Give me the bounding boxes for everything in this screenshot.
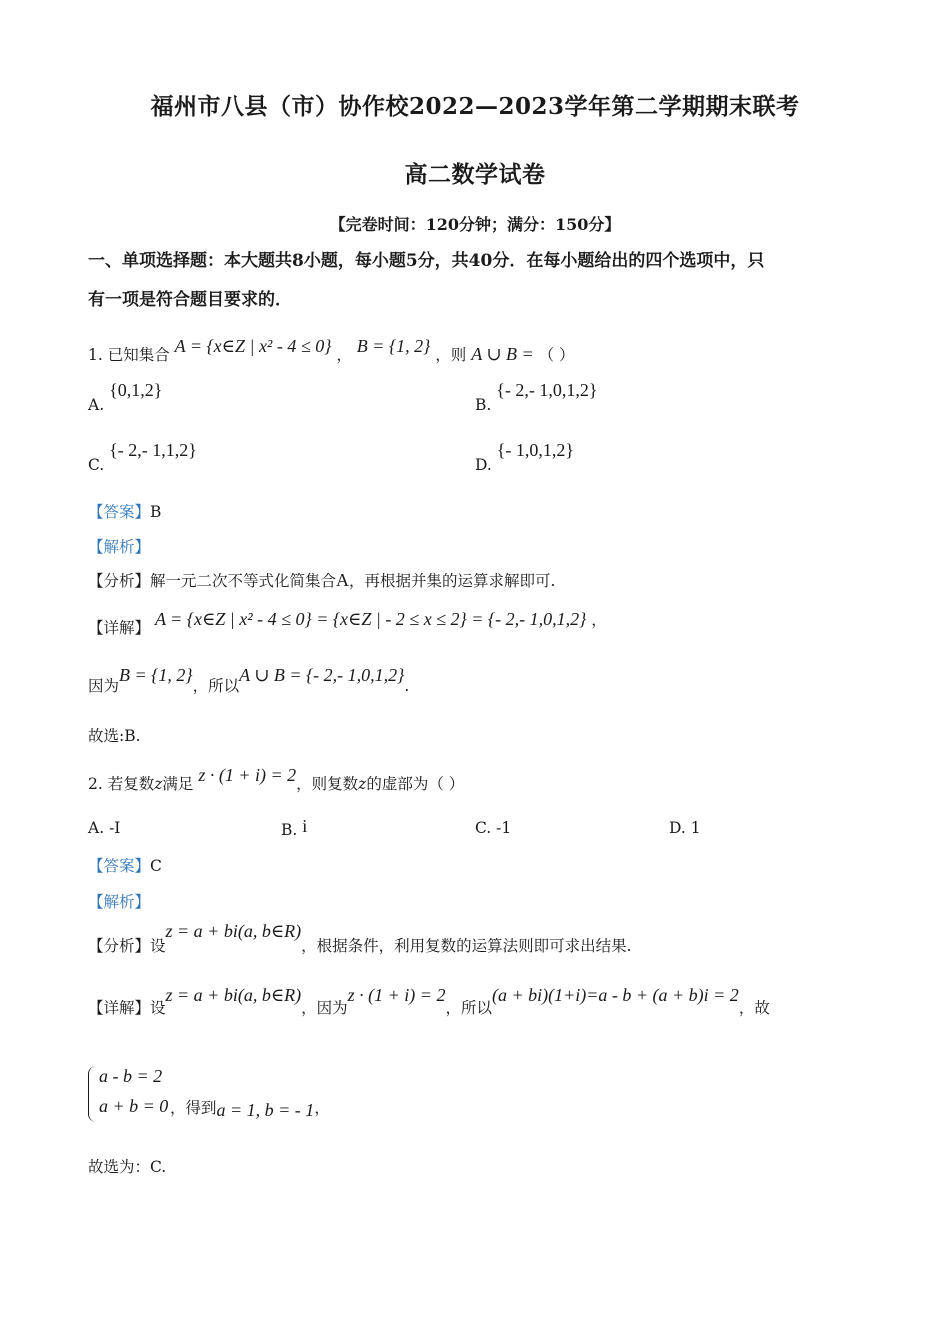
q2-fenxi — [88, 920, 632, 955]
q2-satisfy: 满足 — [162, 775, 194, 793]
detail-so: ，所以 — [445, 999, 492, 1017]
detail-set: 设 — [150, 999, 166, 1017]
detail-tag: 【详解】 — [88, 999, 151, 1017]
answer-value: B — [150, 503, 162, 521]
q1-detail — [88, 608, 607, 637]
q1-option-c — [88, 440, 197, 474]
q1-tail: ，则 — [435, 346, 467, 364]
fenxi-text2: ，再根据并集的运算求解即可. — [349, 572, 556, 590]
fenxi-tag: 【分析】 — [88, 572, 151, 590]
q2-detail — [88, 984, 770, 1017]
exam-title: 福州市八县（市）协作校2022—2023学年第二学期期末联考 — [150, 93, 800, 120]
option-value: 1 — [690, 819, 701, 837]
detail-gu: ，故 — [738, 999, 770, 1017]
detail-math1: z = a + bi(a, b∈R) — [165, 985, 302, 1005]
detail-math: A = {x∈Z | x² - 4 ≤ 0} = {x∈Z | - 2 ≤ x ≤ 2} = {- 2,- 1,0,1,2} — [154, 609, 587, 629]
option-label: C. — [475, 819, 492, 837]
detail-tag: 【详解】 — [88, 619, 151, 637]
answer-value: C — [150, 857, 162, 875]
q2-option-c — [475, 819, 511, 837]
q2-tail2: 的虚部为（ ） — [366, 775, 465, 793]
fenxi-set-a: A — [336, 570, 350, 590]
section-heading-line1: 一、单项选择题：本大题共8小题，每小题5分，共40分．在每小题给出的四个选项中，只 — [88, 251, 765, 271]
q1-sep: ， — [336, 346, 352, 364]
q2-z2: z — [358, 775, 367, 793]
q2-option-d — [669, 819, 701, 837]
option-label: C. — [88, 456, 105, 474]
option-label: A. — [88, 396, 105, 414]
detail-because: ，因为 — [301, 999, 348, 1017]
fenxi-text: ，根据条件，利用复数的运算法则即可求出结果. — [301, 937, 632, 955]
get-text: ，得到 — [170, 1099, 217, 1117]
q1-prefix: 1. 已知集合 — [88, 346, 170, 364]
q2-option-b — [281, 816, 308, 840]
section-heading-line2: 有一项是符合题目要求的． — [88, 290, 292, 310]
answer-tag: 【答案】 — [88, 503, 151, 521]
detail-math2: z · (1 + i) = 2 — [347, 985, 446, 1005]
because-math: B = {1, 2} — [119, 665, 193, 685]
result-end: ， — [314, 1099, 330, 1117]
option-label: B. — [475, 396, 492, 414]
q1-paren: （ ） — [538, 346, 575, 364]
option-label: B. — [281, 821, 298, 839]
answer-tag: 【答案】 — [88, 857, 151, 875]
q2-option-a — [88, 819, 120, 837]
option-value: -I — [109, 819, 121, 837]
exam-info: 【完卷时间：120分钟；满分：150分】 — [329, 215, 621, 234]
so-text: ，所以 — [192, 677, 240, 695]
q2-analysis-tag: 【解析】 — [88, 893, 151, 911]
option-label: D. — [475, 456, 492, 474]
q2-cond: z · (1 + i) = 2 — [198, 765, 297, 785]
q2-tail: ，则复数 — [296, 775, 359, 793]
option-value: {- 1,0,1,2} — [496, 440, 575, 460]
option-value: {0,1,2} — [109, 380, 163, 400]
q1-option-d — [475, 440, 575, 474]
system-brace — [88, 1066, 97, 1122]
detail-math3: (a + bi)(1+i)=a - b + (a + b)i = 2 — [491, 985, 739, 1005]
q1-set-a: A = {x∈Z | x² - 4 ≤ 0} — [174, 336, 332, 356]
fenxi-text: 解一元二次不等式化简集合 — [150, 572, 337, 590]
q2-prefix: 2. 若复数 — [88, 775, 155, 793]
option-value: -1 — [496, 819, 512, 837]
fenxi-tag: 【分析】 — [88, 937, 151, 955]
q1-fenxi — [88, 569, 555, 591]
q1-option-b — [475, 380, 598, 414]
system-line2: a + b = 0 — [99, 1096, 169, 1116]
q1-analysis-tag: 【解析】 — [88, 538, 151, 556]
exam-subtitle: 高二数学试卷 — [404, 161, 546, 188]
q2-z: z — [154, 775, 163, 793]
option-value: {- 2,- 1,0,1,2} — [496, 380, 598, 400]
system-line1: a - b = 2 — [99, 1066, 163, 1086]
equation-system — [88, 1066, 178, 1126]
option-value: i — [302, 816, 308, 836]
q1-option-a — [88, 380, 163, 414]
fenxi-math: z = a + bi(a, b∈R) — [165, 921, 302, 941]
q1-choice: 故选:B. — [88, 727, 141, 745]
q2-choice: 故选为：C. — [88, 1158, 167, 1176]
so-math: A ∪ B = {- 2,- 1,0,1,2} — [239, 665, 405, 685]
result-math: a = 1, b = - 1 — [216, 1100, 315, 1120]
option-label: A. — [88, 819, 105, 837]
period: . — [404, 677, 410, 695]
q2-answer — [88, 854, 162, 876]
q1-stem — [88, 336, 575, 365]
because-text: 因为 — [88, 677, 120, 695]
q1-set-b: B = {1, 2} — [356, 336, 431, 356]
detail-end: ， — [591, 611, 607, 629]
q1-answer — [88, 500, 161, 522]
option-value: {- 2,- 1,1,2} — [109, 440, 197, 460]
q1-because — [88, 664, 410, 695]
q2-stem — [88, 765, 465, 794]
q1-union: A ∪ B = — [471, 344, 534, 364]
fenxi-set: 设 — [150, 937, 166, 955]
option-label: D. — [669, 819, 686, 837]
q2-result — [170, 1096, 330, 1118]
